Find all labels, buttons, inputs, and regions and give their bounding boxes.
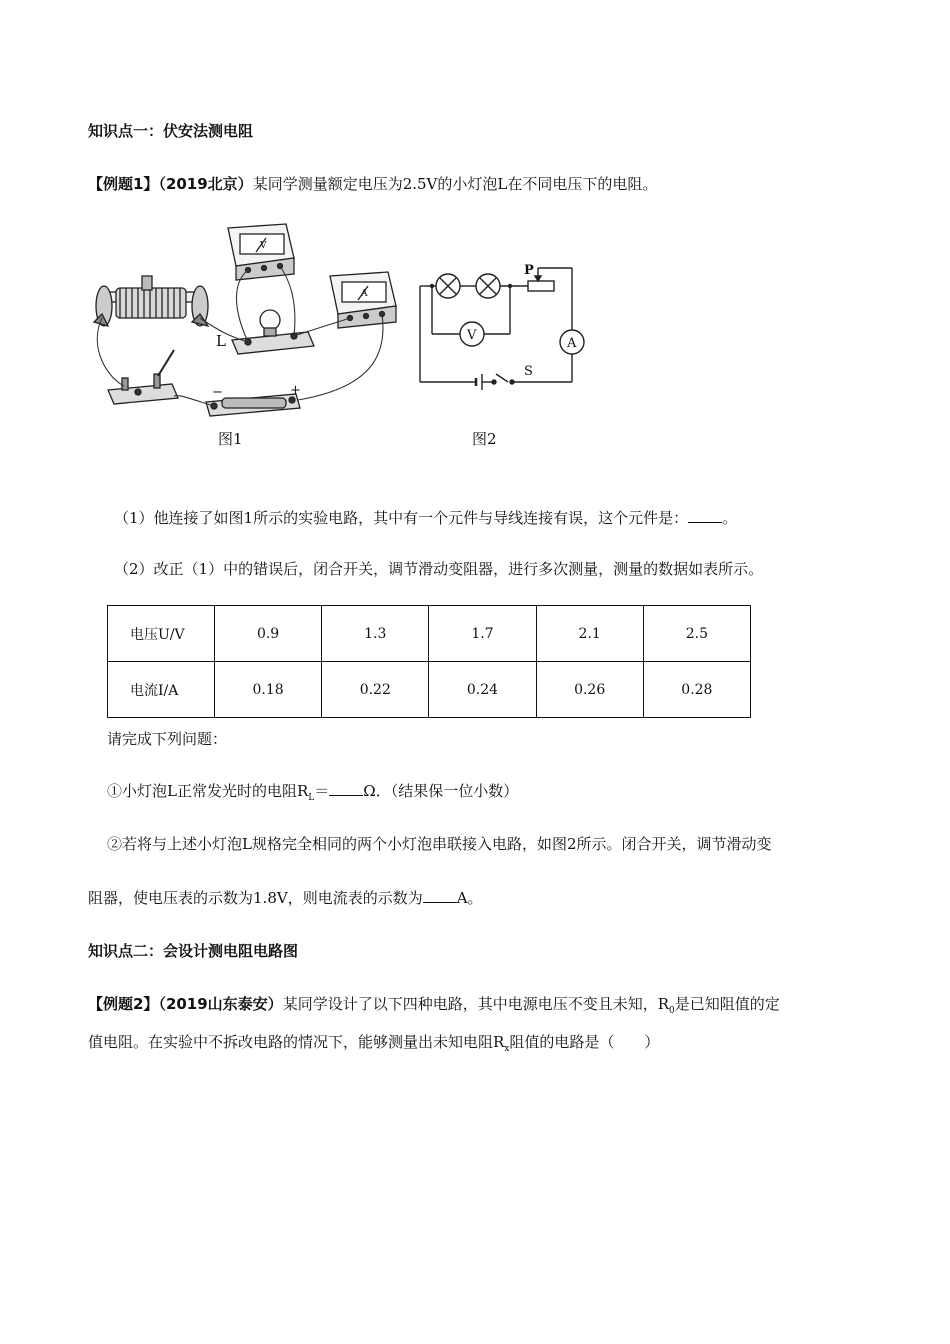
example-label: 【例题2】: [88, 995, 159, 1013]
switch-icon: [108, 350, 178, 404]
data-table: [107, 605, 751, 718]
table-row: [108, 606, 751, 662]
table-cell: 0.26: [536, 662, 643, 718]
answer-blank[interactable]: [423, 890, 457, 903]
figure-1-caption: 图1: [218, 430, 243, 448]
table-cell: 1.3: [322, 606, 429, 662]
table-row: [108, 662, 751, 718]
table-cell: 0.9: [215, 606, 322, 662]
label-V: V: [467, 328, 477, 343]
label-S: S: [524, 364, 533, 379]
figure-1-apparatus: [88, 218, 408, 418]
table-cell: 0.24: [429, 662, 536, 718]
example-source: （2019山东泰安）: [158, 995, 283, 1013]
battery-icon: [476, 374, 482, 390]
sub-question-2-line1: ②若将与上述小灯泡L规格完全相同的两个小灯泡串联接入电路，如图2所示。闭合开关，调节滑动变: [107, 835, 772, 853]
example2-line1: 【例题2】（2019山东泰安）某同学设计了以下四种电路，其中电源电压不变且未知，$R_0$是已知阻值的定: [88, 995, 780, 1016]
table-cell: 0.28: [643, 662, 750, 718]
table-cell: 0.18: [215, 662, 322, 718]
example-text: 某同学测量额定电压为2.5V的小灯泡L在不同电压下的电阻。: [252, 175, 658, 193]
rheostat-icon: [528, 281, 554, 291]
label-V: V: [260, 241, 267, 251]
question-1: （1）他连接了如图1所示的实验电路，其中有一个元件与导线连接有误，这个元件是： 。: [114, 509, 738, 527]
example-label: 【例题1】: [88, 175, 159, 193]
example-source: （2019北京）: [158, 175, 253, 193]
voltmeter-icon: [228, 224, 294, 280]
lamp-icon: [476, 274, 500, 298]
example2-line2: 值电阻。在实验中不拆改电路的情况下，能够测量出未知电阻$R_x$阻值的电路是（ ）: [88, 1033, 660, 1054]
table-cell: 0.22: [322, 662, 429, 718]
label-minus: −: [212, 385, 223, 400]
example1-statement: [88, 173, 657, 194]
rheostat-icon: [94, 276, 208, 326]
lamp-icon: [436, 274, 460, 298]
sub-question-1: ①小灯泡L正常发光时的电阻$R_L= \Omega$．（结果保一位小数）: [107, 782, 519, 803]
section-title: 知识点一：伏安法测电阻: [88, 122, 254, 140]
answer-blank[interactable]: [329, 783, 363, 796]
section-title: 知识点二：会设计测电阻电路图: [88, 942, 299, 960]
figure-2-caption: 图2: [472, 430, 497, 448]
switch-icon: [492, 374, 514, 384]
sub-question-2-line2: 阻器，使电压表的示数为1.8V，则电流表的示数为 A。: [88, 889, 483, 907]
label-A: A: [361, 289, 368, 299]
answer-blank[interactable]: [688, 510, 722, 523]
label-plus: +: [290, 383, 301, 398]
table-cell: 2.5: [643, 606, 750, 662]
row-header: 电压U/V: [108, 606, 215, 662]
label-A: A: [567, 336, 577, 351]
figure-2-circuit: [410, 250, 590, 390]
row-header: 电流I/A: [108, 662, 215, 718]
question-2: （2）改正（1）中的错误后，闭合开关，调节滑动变阻器，进行多次测量，测量的数据如表所示。: [114, 560, 764, 578]
ammeter-icon: [330, 272, 396, 328]
label-L: L: [216, 332, 226, 350]
table-cell: 2.1: [536, 606, 643, 662]
label-P: P: [524, 263, 534, 278]
table-cell: 1.7: [429, 606, 536, 662]
instruction: 请完成下列问题：: [107, 730, 228, 748]
